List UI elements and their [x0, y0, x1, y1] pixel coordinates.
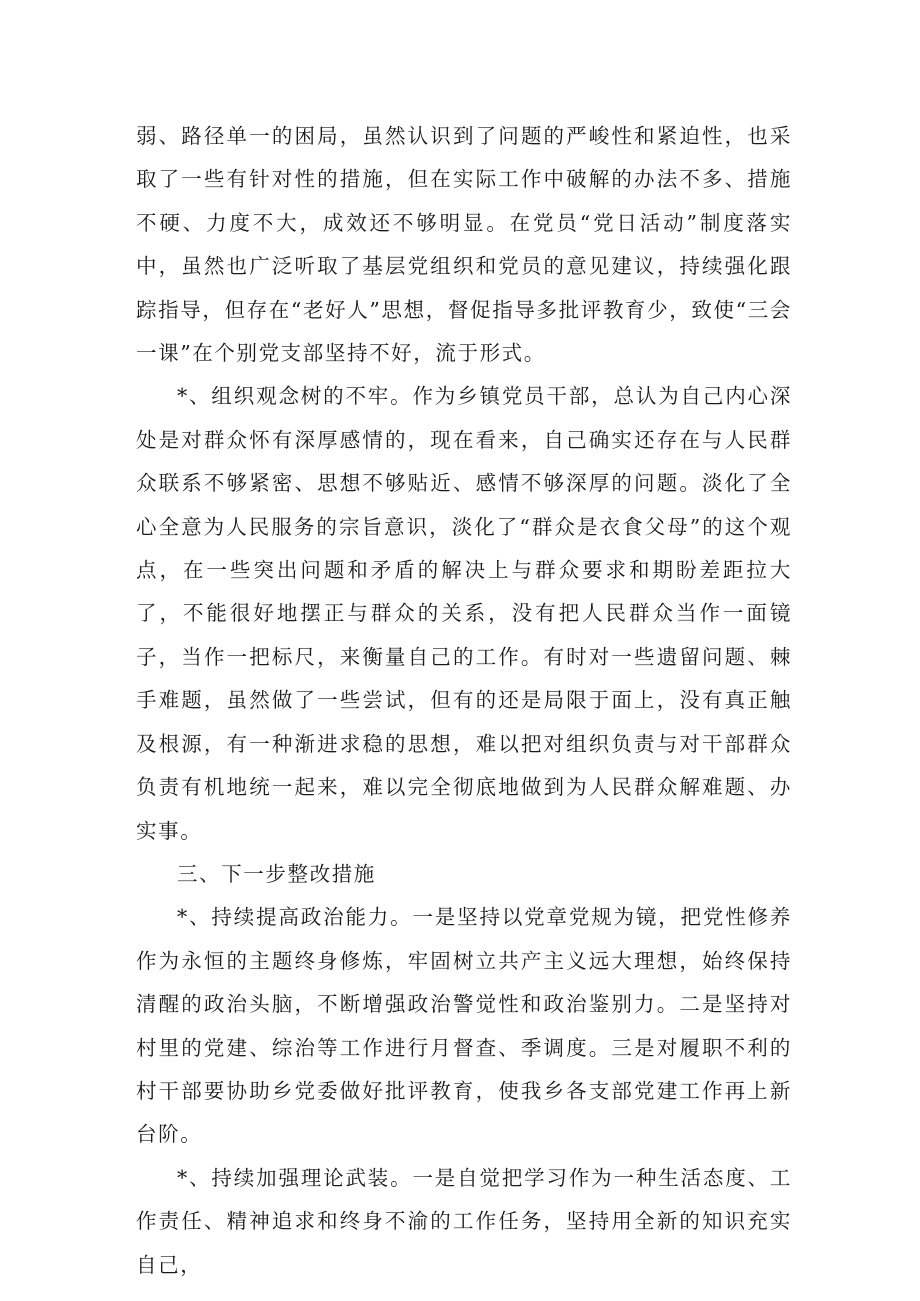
paragraph-theory-armament: *、持续加强理论武装。一是自觉把学习作为一种生活态度、工作责任、精神追求和终身不渝的工作任务，坚持用全新的知识充实自己，: [136, 1165, 792, 1277]
paragraph-political-ability: *、持续提高政治能力。一是坚持以党章党规为镜，把党性修养作为永恒的主题终身修炼，牢固树立共产主义远大理想，始终保持清醒的政治头脑，不断增强政治警觉性和政治鉴别力。二是坚持对村里的党建、综治等工作进行月督查、季调度。三是对履职不利的村干部要协助乡党委做好批评教育，使我乡各支部党建工作再上新台阶。: [136, 905, 792, 1147]
paragraph-continuation: 弱、路径单一的困局，虽然认识到了问题的严峻性和紧迫性，也采取了一些有针对性的措施，但在实际工作中破解的办法不多、措施不硬、力度不大，成效还不够明显。在党员“党日活动”制度落实中，虽然也广泛听取了基层党组织和党员的意见建议，持续强化跟踪指导，但存在“老好人”思想，督促指导多批评教育少，致使“三会一课”在个别党支部坚持不好，流于形式。: [136, 124, 792, 366]
section-heading-rectification-measures: 三、下一步整改措施: [177, 861, 376, 886]
document-body: [136, 115, 792, 1287]
paragraph-organization-concept: *、组织观念树的不牢。作为乡镇党员干部，总认为自己内心深处是对群众怀有深厚感情的，现在看来，自己确实还存在与人民群众联系不够紧密、思想不够贴近、感情不够深厚的问题。淡化了全心全意为人民服务的宗旨意识，淡化了“群众是衣食父母”的这个观点，在一些突出问题和矛盾的解决上与群众要求和期盼差距拉大了，不能很好地摆正与群众的关系，没有把人民群众当作一面镜子，当作一把标尺，来衡量自己的工作。有时对一些遗留问题、棘手难题，虽然做了一些尝试，但有的还是局限于面上，没有真正触及根源，有一种渐进求稳的思想，难以把对组织负责与对干部群众负责有机地统一起来，难以完全彻底地做到为人民群众解难题、办实事。: [136, 384, 792, 843]
